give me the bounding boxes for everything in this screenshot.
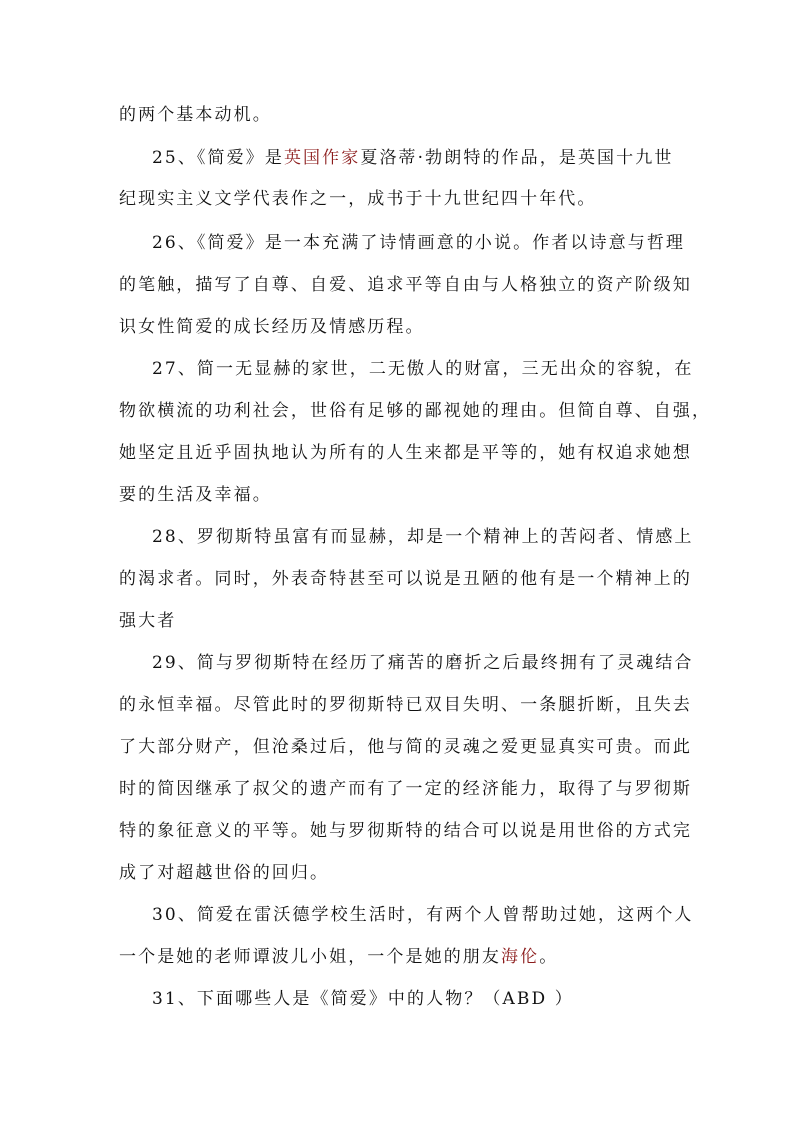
text-run: 27、简一无显赫的家世，二无傲人的财富，三无出众的容貌，在 [152, 359, 694, 379]
text-run: 物欲横流的功利社会，世俗有足够的鄙视她的理由。但简自尊、自强， [119, 401, 712, 421]
text-line [0, 858, 794, 888]
text-run: 26、《简爱》是一本充满了诗情画意的小说。作者以诗意与哲理 [152, 233, 686, 253]
text-run: 要的生活及幸福。 [119, 485, 272, 505]
text-run: 成了对超越世俗的回归。 [119, 863, 330, 883]
text-line [0, 438, 794, 468]
text-line [0, 354, 794, 384]
text-line [0, 522, 794, 552]
text-run: 时的简因继承了叔父的遗产而有了一定的经济能力，取得了与罗彻斯 [119, 779, 692, 799]
text-run: 31、下面哪些人是《简爱》中的人物？（ABD ） [152, 989, 574, 1009]
text-run: 强大者 [119, 611, 177, 631]
text-line [0, 228, 794, 258]
text-line [0, 270, 794, 300]
text-run: 的两个基本动机。 [119, 105, 272, 125]
highlighted-text: 海伦 [501, 947, 540, 967]
text-run: 纪现实主义文学代表作之一，成书于十九世纪四十年代。 [119, 189, 597, 209]
text-run: 29、简与罗彻斯特在经历了痛苦的磨折之后最终拥有了灵魂结合 [152, 653, 694, 673]
text-run: 夏洛蒂·勃朗特的作品，是英国十九世 [360, 148, 674, 168]
text-line [0, 184, 794, 214]
text-run: 25、《简爱》是 [152, 148, 284, 168]
highlighted-text: 英国作家 [283, 148, 361, 168]
text-line [0, 312, 794, 342]
text-line [0, 480, 794, 510]
text-run: 一个是她的老师谭波儿小姐，一个是她的朋友 [119, 947, 501, 967]
text-line [0, 648, 794, 678]
text-line [0, 564, 794, 594]
text-line [0, 984, 794, 1014]
text-run: 的笔触，描写了自尊、自爱、追求平等自由与人格独立的资产阶级知 [119, 275, 692, 295]
text-run: 30、简爱在雷沃德学校生活时，有两个人曾帮助过她，这两个人 [152, 905, 694, 925]
text-run: 的渴求者。同时，外表奇特甚至可以说是丑陋的他有是一个精神上的 [119, 569, 692, 589]
text-line [0, 690, 794, 720]
text-line [0, 774, 794, 804]
text-run: 识女性简爱的成长经历及情感历程。 [119, 317, 425, 337]
text-line [0, 100, 794, 130]
text-run: 了大部分财产，但沧桑过后，他与简的灵魂之爱更显真实可贵。而此 [119, 737, 692, 757]
text-line [0, 606, 794, 636]
text-line [0, 816, 794, 846]
text-run: 28、罗彻斯特虽富有而显赫，却是一个精神上的苦闷者、情感上 [152, 527, 694, 547]
text-line [0, 396, 794, 426]
text-line [0, 900, 794, 930]
text-run: 。 [539, 947, 559, 967]
text-line [0, 942, 794, 972]
text-run: 她坚定且近乎固执地认为所有的人生来都是平等的，她有权追求她想 [119, 443, 692, 463]
text-run: 特的象征意义的平等。她与罗彻斯特的结合可以说是用世俗的方式完 [119, 821, 692, 841]
text-line [0, 732, 794, 762]
text-run: 的永恒幸福。尽管此时的罗彻斯特已双目失明、一条腿折断，且失去 [119, 695, 692, 715]
text-line [0, 143, 794, 173]
